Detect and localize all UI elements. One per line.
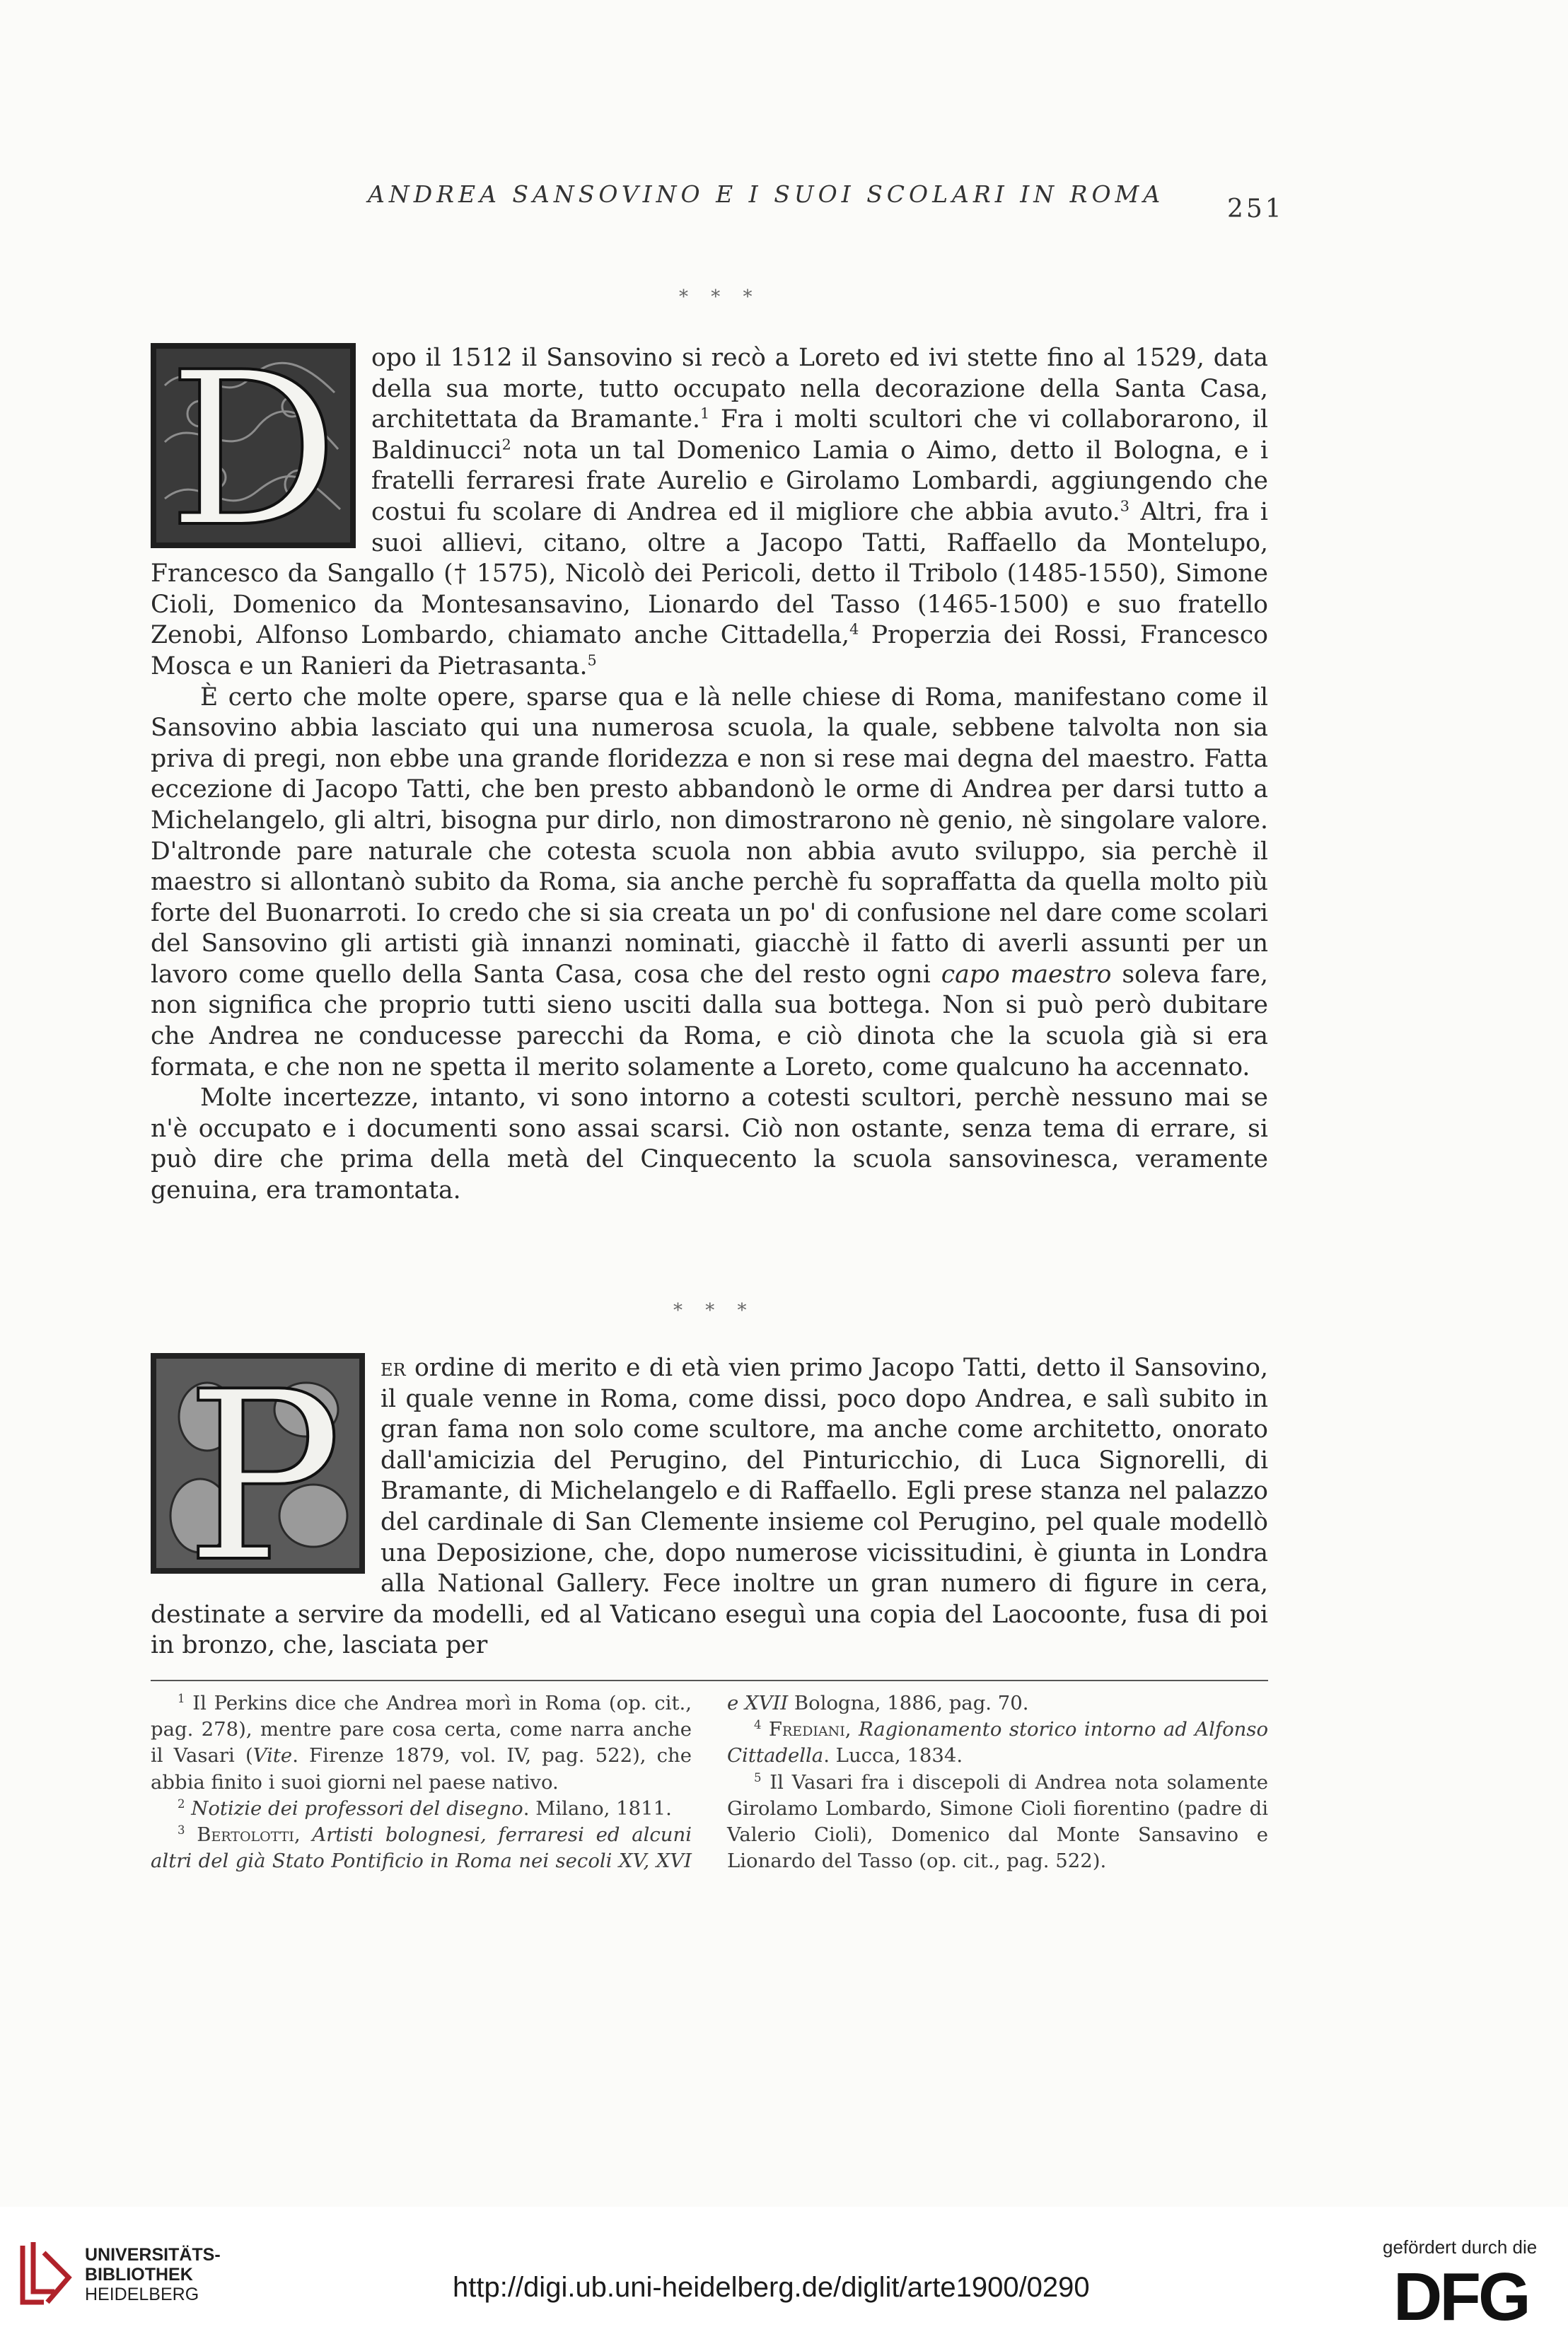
library-name-line: BIBLIOTHEK <box>85 2265 193 2285</box>
initial-p-image <box>151 1353 365 1574</box>
footnote: $^5$ Il Vasari fra i discepoli di Andrea nota solamente Girolamo Lombardo, Simone Cioli fiorentino (padre di Valerio Cioli), Domenico dal Monte Sansavino e Lionardo del Tasso (op. cit., pag. 522). <box>727 1770 1268 1873</box>
paragraph: er ordine di merito e di età vien primo Jacopo Tatti, detto il Sansovino, il quale venne in Roma, come dissi, poco dopo Andrea, e salì subito in gran fama non solo come scultore, ma anche come architetto, onorato dall'amicizia del Perugino, del Pinturicchio, di Luca Signorelli, di Bramante, di Michelangelo e di Raffaello. Egli prese stanza nel palazzo del cardinale di San Clemente insieme col Perugino, pel quale modellò una Deposizione, che, dopo numerose vicissitudini, è giunta in Londra alla National Gallery. Fece inoltre un gran numero di figure in cera, destinate a servire da modelli, ed al Vaticano eseguì una copia del Laocoonte, fusa di poi in bronzo, che, lasciata per <box>151 1354 1268 1660</box>
section-2 <box>151 1353 1268 1661</box>
footnotes <box>151 1690 1268 1874</box>
permalink-url[interactable]: http://digi.ub.uni-heidelberg.de/diglit/arte1900/0290 <box>453 2272 1090 2303</box>
section-separator: * * * <box>673 1300 755 1321</box>
decorated-initial-d <box>151 343 356 548</box>
page-number: 251 <box>1227 195 1284 224</box>
initial-p-letter: P <box>185 1353 343 1574</box>
paragraph: È certo che molte opere, sparse qua e là nelle chiese di Roma, manifestano come il Sansovino abbia lasciato qui una numerosa scuola, la quale, sebbene talvolta non sia priva di pregi, non ebbe una grande floridezza e non si rese mai degna del maestro. Fatta eccezione di Jacopo Tatti, che ben presto abbandonò le orme di Andrea per darsi tutto a Michelangelo, gli altri, bisogna pur dirlo, non dimostrarono nè genio, nè singolare valore. D'altronde pare naturale che cotesta scuola non abbia avuto sviluppo, sia perchè il maestro si allontanò subito da Roma, sia anche perchè fu sopraffatta da quella molto più forte del Buonarroti. Io credo che si sia creata un po' di confusione nel dare come scolari del Sansovino gli artisti già innanzi nominati, giacchè il fatto di averli assunti per un lavoro come quello della Santa Casa, cosa che del resto ogni capo maestro soleva fare, non significa che proprio tutti sieno usciti dalla sua bottega. Non si può però dubitare che Andrea ne conducesse parecchi da Roma, e ciò dinota che la scuola già si era formata, e che non ne spetta il merito solamente a Loreto, come qualcuno ha accennato. <box>151 683 1269 1081</box>
sponsor-caption: gefördert durch die <box>1383 2236 1538 2258</box>
running-head: ANDREA SANSOVINO E I SUOI SCOLARI IN ROMA <box>368 180 1165 208</box>
section-1 <box>151 343 1268 1207</box>
university-library-logo-icon[interactable] <box>16 2239 76 2309</box>
dfg-logo-text: DFG <box>1393 2263 1528 2327</box>
footnote-rule <box>151 1680 1268 1681</box>
initial-d-image <box>151 343 356 548</box>
section-separator: * * * <box>679 286 761 308</box>
decorated-initial-p <box>151 1353 365 1574</box>
university-library-name[interactable] <box>85 2245 221 2304</box>
footnote: $^2$ Notizie dei professori del disegno. Milano, 1811. <box>178 1797 672 1820</box>
library-name-line: UNIVERSITÄTS- <box>85 2245 221 2265</box>
viewer-footer <box>0 2207 1568 2339</box>
footnote: $^3$ Bertolotti, Artisti bolognesi, ferraresi ed alcuni altri del già Stato Pontificio in Roma nei secoli XV, XVI e XVII Bologna, 1886, pag. 70. <box>151 1692 1029 1873</box>
paragraph: Molte incertezze, intanto, vi sono intorno a cotesti scultori, perchè nessuno mai se n'è occupato e i documenti sono assai scarsi. Ciò non ostante, senza tema di errare, si può dire che prima della metà del Cinquecento la scuola sansovinesca, veramente genuina, era tramontata. <box>151 1084 1268 1205</box>
footnote: $^4$ Frediani, Ragionamento storico intorno ad Alfonso Cittadella. Lucca, 1834. <box>727 1718 1269 1768</box>
paragraph: opo il 1512 il Sansovino si recò a Loreto ed ivi stette fino al 1529, data della sua morte, tutto occupato nella decorazione della Santa Casa, architettata da Bramante.$^1$ Fra i molti scultori che vi collaborarono, il Baldinucci$^2$ nota un tal Domenico Lamia o Aimo, detto il Bologna, e i fratelli ferraresi frate Aurelio e Girolamo Lombardi, aggiungendo che costui fu scolare di Andrea ed il migliore che abbia avuto.$^3$ Altri, fra i suoi allievi, citano, oltre a Jacopo Tatti, Raffaello da Montelupo, Francesco da Sangallo († 1575), Nicolò dei Pericoli, detto il Tribolo (1485-1550), Simone Cioli, Domenico da Montesansavino, Lionardo del Tasso (1465-1500) e suo fratello Zenobi, Alfonso Lombardo, chiamato anche Cittadella,$^4$ Properzia dei Rossi, Francesco Mosca e un Ranieri da Pietrasanta.$^5$ <box>151 344 1269 680</box>
dfg-logo-icon[interactable] <box>1393 2263 1545 2327</box>
library-name-line: HEIDELBERG <box>85 2285 199 2304</box>
footnote: $^1$ Il Perkins dice che Andrea morì in Roma (op. cit., pag. 278), mentre pare cosa certa, come narra anche il Vasari (Vite. Firenze 1879, vol. IV, pag. 522), che abbia finito i suoi giorni nel paese nativo. <box>151 1691 692 1794</box>
initial-d-letter: D <box>168 343 339 548</box>
